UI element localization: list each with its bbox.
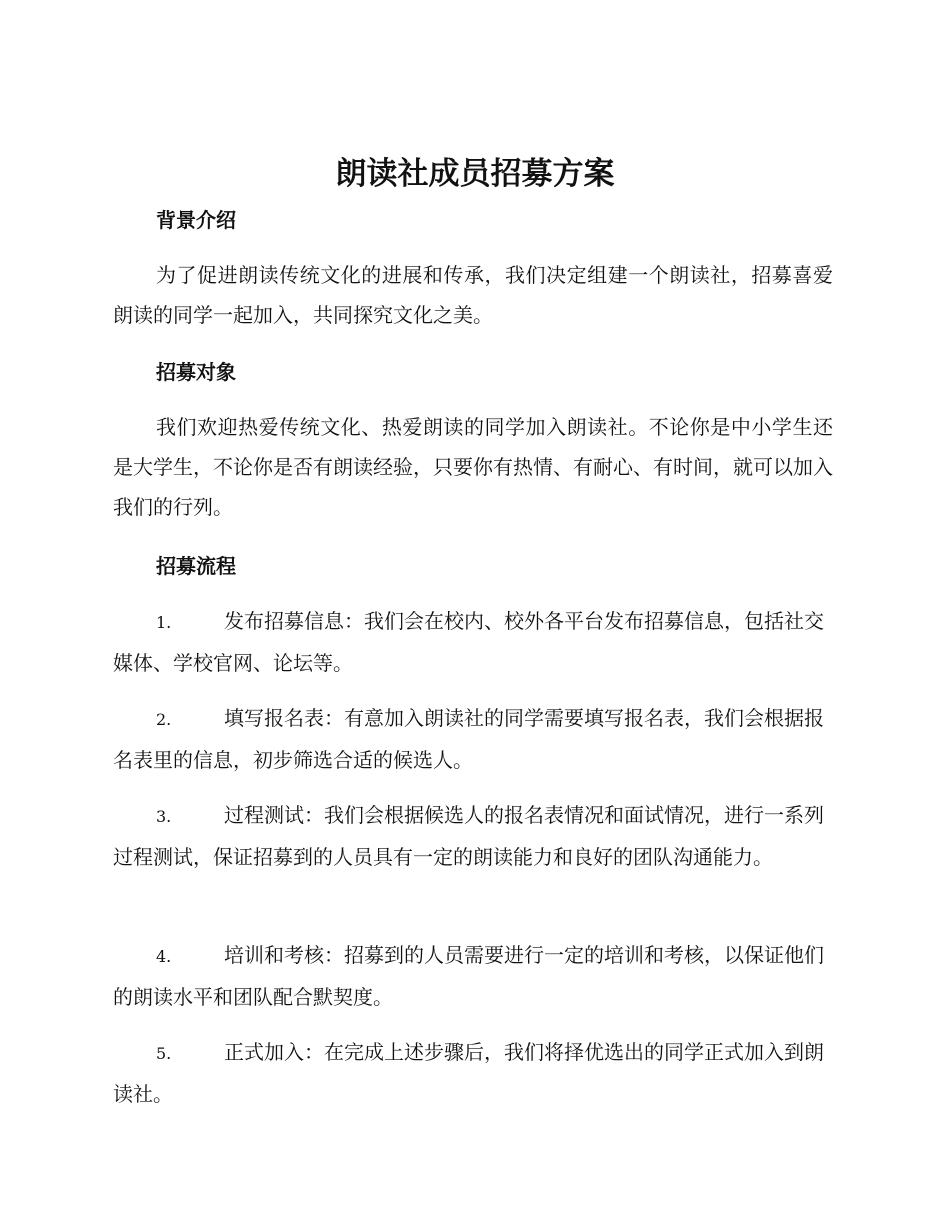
process-step bbox=[113, 601, 833, 683]
step-text: 正式加入：在完成上述步骤后，我们将择优选出的同学正式加入到朗读社。 bbox=[113, 1040, 824, 1106]
step-number: 5. bbox=[156, 1044, 172, 1063]
step-text: 发布招募信息：我们会在校内、校外各平台发布招募信息，包括社交媒体、学校官网、论坛等。 bbox=[113, 609, 824, 675]
process-step bbox=[113, 1032, 833, 1114]
step-text: 过程测试：我们会根据候选人的报名表情况和面试情况，进行一系列过程测试，保证招募到的人员具有一定的朗读能力和良好的团队沟通能力。 bbox=[113, 803, 824, 869]
section-heading-background: 背景介绍 bbox=[156, 208, 236, 232]
step-number: 3. bbox=[156, 807, 172, 826]
process-step bbox=[113, 698, 833, 780]
section-heading-process: 招募流程 bbox=[156, 554, 236, 578]
step-text: 填写报名表：有意加入朗读社的同学需要填写报名表，我们会根据报名表里的信息，初步筛选合适的候选人。 bbox=[113, 706, 824, 772]
step-number: 1. bbox=[156, 613, 172, 632]
section-body-background: 为了促进朗读传统文化的进展和传承，我们决定组建一个朗读社，招募喜爱朗读的同学一起加入，共同探究文化之美。 bbox=[113, 263, 833, 327]
section-body-target: 我们欢迎热爱传统文化、热爱朗读的同学加入朗读社。不论你是中小学生还是大学生，不论你是否有朗读经验，只要你有热情、有耐心、有时间，就可以加入我们的行列。 bbox=[113, 415, 833, 519]
step-number: 2. bbox=[156, 710, 172, 729]
process-step bbox=[113, 935, 833, 1017]
step-number: 4. bbox=[156, 947, 172, 966]
section-heading-target: 招募对象 bbox=[156, 360, 236, 384]
process-step bbox=[113, 795, 833, 877]
step-text: 培训和考核：招募到的人员需要进行一定的培训和考核，以保证他们的朗读水平和团队配合默契度。 bbox=[113, 943, 824, 1009]
document-title: 朗读社成员招募方案 bbox=[335, 156, 615, 192]
